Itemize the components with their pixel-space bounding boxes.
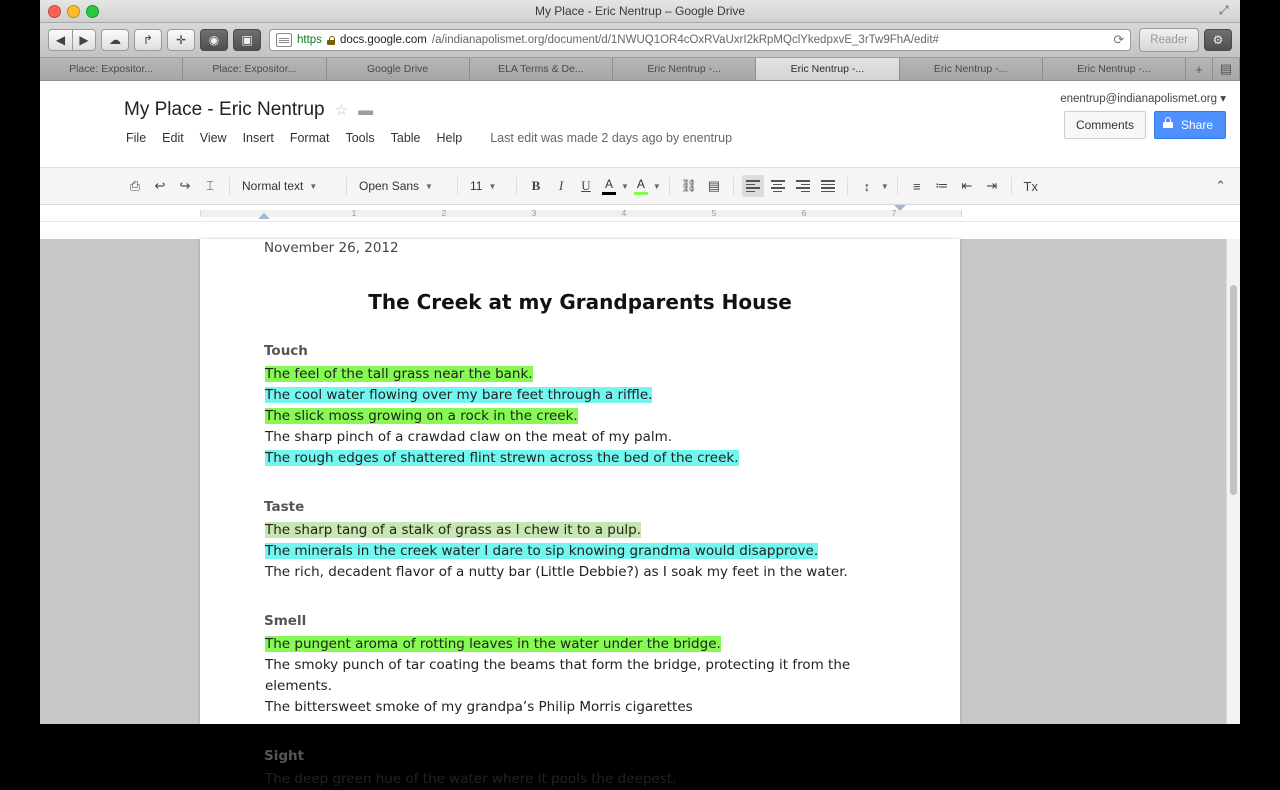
toolbar-divider-1 [229, 177, 230, 195]
doc-line [264, 562, 896, 583]
font-family-select[interactable] [355, 175, 449, 197]
doc-line [264, 427, 896, 448]
new-tab-button[interactable]: + [1186, 58, 1213, 80]
undo-icon[interactable]: ↩ [154, 178, 166, 193]
highlight-color-swatch [634, 192, 648, 195]
tab-bar [40, 58, 1240, 81]
doc-line [264, 520, 896, 541]
chevron-down-icon-linespacing[interactable]: ▼ [880, 181, 889, 191]
menu-view[interactable]: View [199, 131, 227, 145]
font-size-value: 11 [470, 179, 483, 193]
doc-line [264, 448, 896, 469]
tab-0[interactable]: Place: Expositor... [40, 58, 183, 80]
address-bar[interactable] [269, 29, 1131, 51]
url-scheme: https [297, 34, 322, 46]
chevron-down-icon-highlight[interactable]: ▼ [652, 181, 661, 191]
doc-line-text: The sharp tang of a stalk of grass as I chew it to a pulp. [265, 522, 642, 538]
tab-1[interactable]: Place: Expositor... [183, 58, 326, 80]
doc-line-text: The rough edges of shattered flint strewn across the bed of the creek. [265, 450, 739, 466]
toolbar-divider-2 [346, 177, 347, 195]
docs-toolbar [40, 167, 1240, 205]
page-content [40, 81, 1240, 787]
doc-line [264, 406, 896, 427]
toolbar-divider-9 [1011, 177, 1012, 195]
doc-line [264, 364, 896, 385]
forward-button[interactable]: ▶ [72, 29, 96, 51]
extensions-icon[interactable]: ✛ [167, 29, 195, 51]
nav-buttons[interactable] [48, 29, 96, 51]
doc-line [264, 385, 896, 406]
cloud-icon[interactable]: ☁ [101, 29, 129, 51]
menu-file[interactable]: File [126, 131, 147, 145]
doc-line [264, 697, 896, 718]
doc-line [264, 655, 896, 697]
text-color-swatch [602, 192, 616, 195]
font-family-value: Open Sans [359, 179, 420, 193]
section-heading-taste: Taste [264, 499, 305, 515]
menu-insert[interactable]: Insert [242, 131, 274, 145]
toolbar-divider-8 [897, 177, 898, 195]
account-label[interactable] [1060, 91, 1226, 105]
tab-3[interactable]: ELA Terms & De... [470, 58, 613, 80]
menu-table[interactable]: Table [390, 131, 421, 145]
doc-line-text: The feel of the tall grass near the bank. [265, 366, 533, 382]
section-heading-touch: Touch [264, 343, 308, 359]
last-edit-status[interactable]: Last edit was made 2 days ago by enentrup [490, 131, 733, 145]
tab-7[interactable]: Eric Nentrup -... [1043, 58, 1186, 80]
indent-less-icon[interactable]: ⇤ [961, 178, 973, 193]
ruler-band [200, 210, 962, 217]
collapse-toolbar-icon[interactable]: ⌃ [1215, 178, 1226, 193]
align-center-icon[interactable] [767, 175, 789, 197]
reader-view-icon[interactable] [276, 33, 292, 47]
document-page[interactable] [200, 239, 960, 787]
section-heading-smell: Smell [264, 613, 307, 629]
url-host: docs.google.com [339, 34, 427, 46]
text-color-glyph: A [604, 177, 613, 191]
scrollbar-thumb[interactable] [1230, 285, 1237, 495]
lock-icon [327, 36, 335, 45]
doc-line-text: The pungent aroma of rotting leaves in the water under the bridge. [265, 636, 721, 652]
left-indent-marker[interactable] [258, 213, 270, 219]
doc-line-text: The minerals in the creek water I dare to sip knowing grandma would disapprove. [265, 543, 819, 559]
link-icon[interactable]: ⛓ [680, 178, 698, 193]
reader-button[interactable]: Reader [1139, 28, 1199, 52]
gear-icon[interactable]: ⚙ [1204, 29, 1232, 51]
tab-4[interactable]: Eric Nentrup -... [613, 58, 756, 80]
tab-list-button[interactable]: ▤ [1213, 58, 1240, 80]
doc-line-text: The bittersweet smoke of my grandpa’s Philip Morris cigarettes [265, 699, 693, 715]
tab-overview-icon[interactable]: ▣ [233, 29, 261, 51]
align-justify-icon[interactable] [817, 175, 839, 197]
doc-title-row [56, 99, 1224, 121]
toolbar-divider-6 [733, 177, 734, 195]
clear-formatting-icon[interactable]: Tx [1023, 178, 1038, 194]
doc-line-text: The sharp pinch of a crawdad claw on the meat of my palm. [265, 429, 673, 445]
paint-format-icon[interactable]: ⌶ [206, 178, 214, 193]
chevron-down-icon-size: ▼ [488, 181, 497, 191]
comments-button[interactable]: Comments [1064, 111, 1146, 139]
text-color-button[interactable] [600, 175, 618, 197]
doc-line [264, 634, 896, 655]
docs-menubar [56, 131, 1224, 145]
align-justify-glyph [821, 180, 835, 192]
close-window-button[interactable] [48, 5, 61, 18]
print-icon[interactable]: ⎙ [129, 178, 141, 193]
url-path: /a/indianapolismet.org/document/d/1NWUQ1OR4cOxRVaUxrI2kRpMQclYkedpxvE_3rTw9FhA/edit# [431, 34, 939, 46]
align-left-glyph [746, 180, 760, 192]
doc-line-text: The rich, decadent flavor of a nutty bar (Little Debbie?) as I soak my feet in the water. [265, 564, 848, 580]
account-email: enentrup@indianapolismet.org [1060, 93, 1218, 105]
doc-line [264, 769, 896, 790]
document-title[interactable]: My Place - Eric Nentrup [124, 99, 325, 120]
share-icon[interactable]: ↱ [134, 29, 162, 51]
toolbar-divider-4 [516, 177, 517, 195]
align-right-glyph [796, 180, 810, 192]
toolbar-divider-3 [457, 177, 458, 195]
zoom-window-button[interactable] [86, 5, 99, 18]
doc-line-text: The slick moss growing on a rock in the creek. [265, 408, 578, 424]
back-button[interactable]: ◀ [48, 29, 72, 51]
line-spacing-icon[interactable]: ↕ [863, 178, 871, 194]
document-canvas[interactable] [40, 239, 1240, 787]
chevron-down-icon-style: ▼ [309, 181, 318, 191]
document-heading: The Creek at my Grandparents House [368, 290, 792, 314]
menu-format[interactable]: Format [289, 131, 330, 145]
toolbar-divider-7 [847, 177, 848, 195]
paragraph-style-value: Normal text [242, 179, 304, 193]
ruler-num-7: 7 [891, 208, 897, 218]
toolbar-divider-5 [669, 177, 670, 195]
vertical-scrollbar[interactable] [1226, 239, 1240, 724]
shield-icon[interactable]: ◉ [200, 29, 228, 51]
ruler-num-2: 2 [441, 208, 447, 218]
window-title: My Place - Eric Nentrup – Google Drive [534, 4, 746, 18]
share-button[interactable] [1154, 111, 1226, 139]
doc-line-text: The cool water flowing over my bare feet through a riffle. [265, 387, 653, 403]
redo-icon[interactable]: ↪ [179, 178, 191, 193]
gdocs-header [40, 81, 1240, 167]
ruler-num-3: 3 [531, 208, 537, 218]
underline-button[interactable]: U [581, 178, 591, 193]
ruler-num-1: 1 [351, 208, 357, 218]
doc-line-text: The smoky punch of tar coating the beams that form the bridge, protecting it from the elements. [265, 657, 851, 694]
folder-icon[interactable]: ▬ [358, 101, 374, 119]
align-center-glyph [771, 180, 785, 192]
comment-icon[interactable]: ▤ [707, 178, 720, 193]
star-icon[interactable]: ☆ [334, 102, 349, 119]
expand-icon[interactable]: ⤢ [1219, 3, 1229, 17]
menu-edit[interactable]: Edit [162, 131, 184, 145]
numbered-list-icon[interactable]: ≡ [912, 178, 921, 194]
minimize-window-button[interactable] [67, 5, 80, 18]
tab-2[interactable]: Google Drive [327, 58, 470, 80]
document-body[interactable] [200, 238, 960, 790]
indent-more-icon[interactable]: ⇥ [986, 178, 998, 193]
tab-5-active[interactable]: Eric Nentrup -... [756, 58, 899, 80]
browser-window [40, 0, 1240, 787]
tab-6[interactable]: Eric Nentrup -... [900, 58, 1043, 80]
browser-toolbar [40, 23, 1240, 58]
doc-line [264, 541, 896, 562]
align-right-icon[interactable] [792, 175, 814, 197]
header-buttons [1064, 111, 1226, 139]
cut-off-date-line: November 26, 2012 [264, 240, 399, 256]
ruler-num-4: 4 [621, 208, 627, 218]
highlight-color-button[interactable] [632, 175, 650, 197]
chevron-down-icon-font: ▼ [425, 181, 433, 191]
bulleted-list-icon[interactable]: ≔ [935, 178, 949, 193]
bold-button[interactable]: B [531, 178, 541, 193]
italic-button[interactable]: I [558, 178, 564, 193]
ruler-num-5: 5 [711, 208, 717, 218]
reload-icon[interactable]: ⟳ [1113, 32, 1125, 47]
chevron-down-icon: ▾ [1220, 93, 1226, 105]
share-button-label: Share [1180, 118, 1213, 132]
menu-tools[interactable]: Tools [345, 131, 375, 145]
chevron-down-icon-textcolor[interactable]: ▼ [621, 181, 629, 191]
desktop-background-left [0, 0, 40, 720]
window-titlebar [40, 0, 1240, 23]
paragraph-style-select[interactable] [238, 175, 338, 197]
doc-line-text: The deep green hue of the water where it pools the deepest. [265, 771, 677, 787]
menu-help[interactable]: Help [436, 131, 463, 145]
font-size-select[interactable] [466, 175, 508, 197]
ruler-num-6: 6 [801, 208, 807, 218]
window-controls[interactable] [48, 5, 99, 18]
align-left-icon[interactable] [742, 175, 764, 197]
lock-icon-share [1163, 117, 1173, 128]
highlight-color-glyph: A [636, 177, 645, 191]
ruler-inner [200, 205, 1240, 221]
section-heading-sight: Sight [264, 748, 305, 764]
document-ruler[interactable] [40, 205, 1240, 222]
